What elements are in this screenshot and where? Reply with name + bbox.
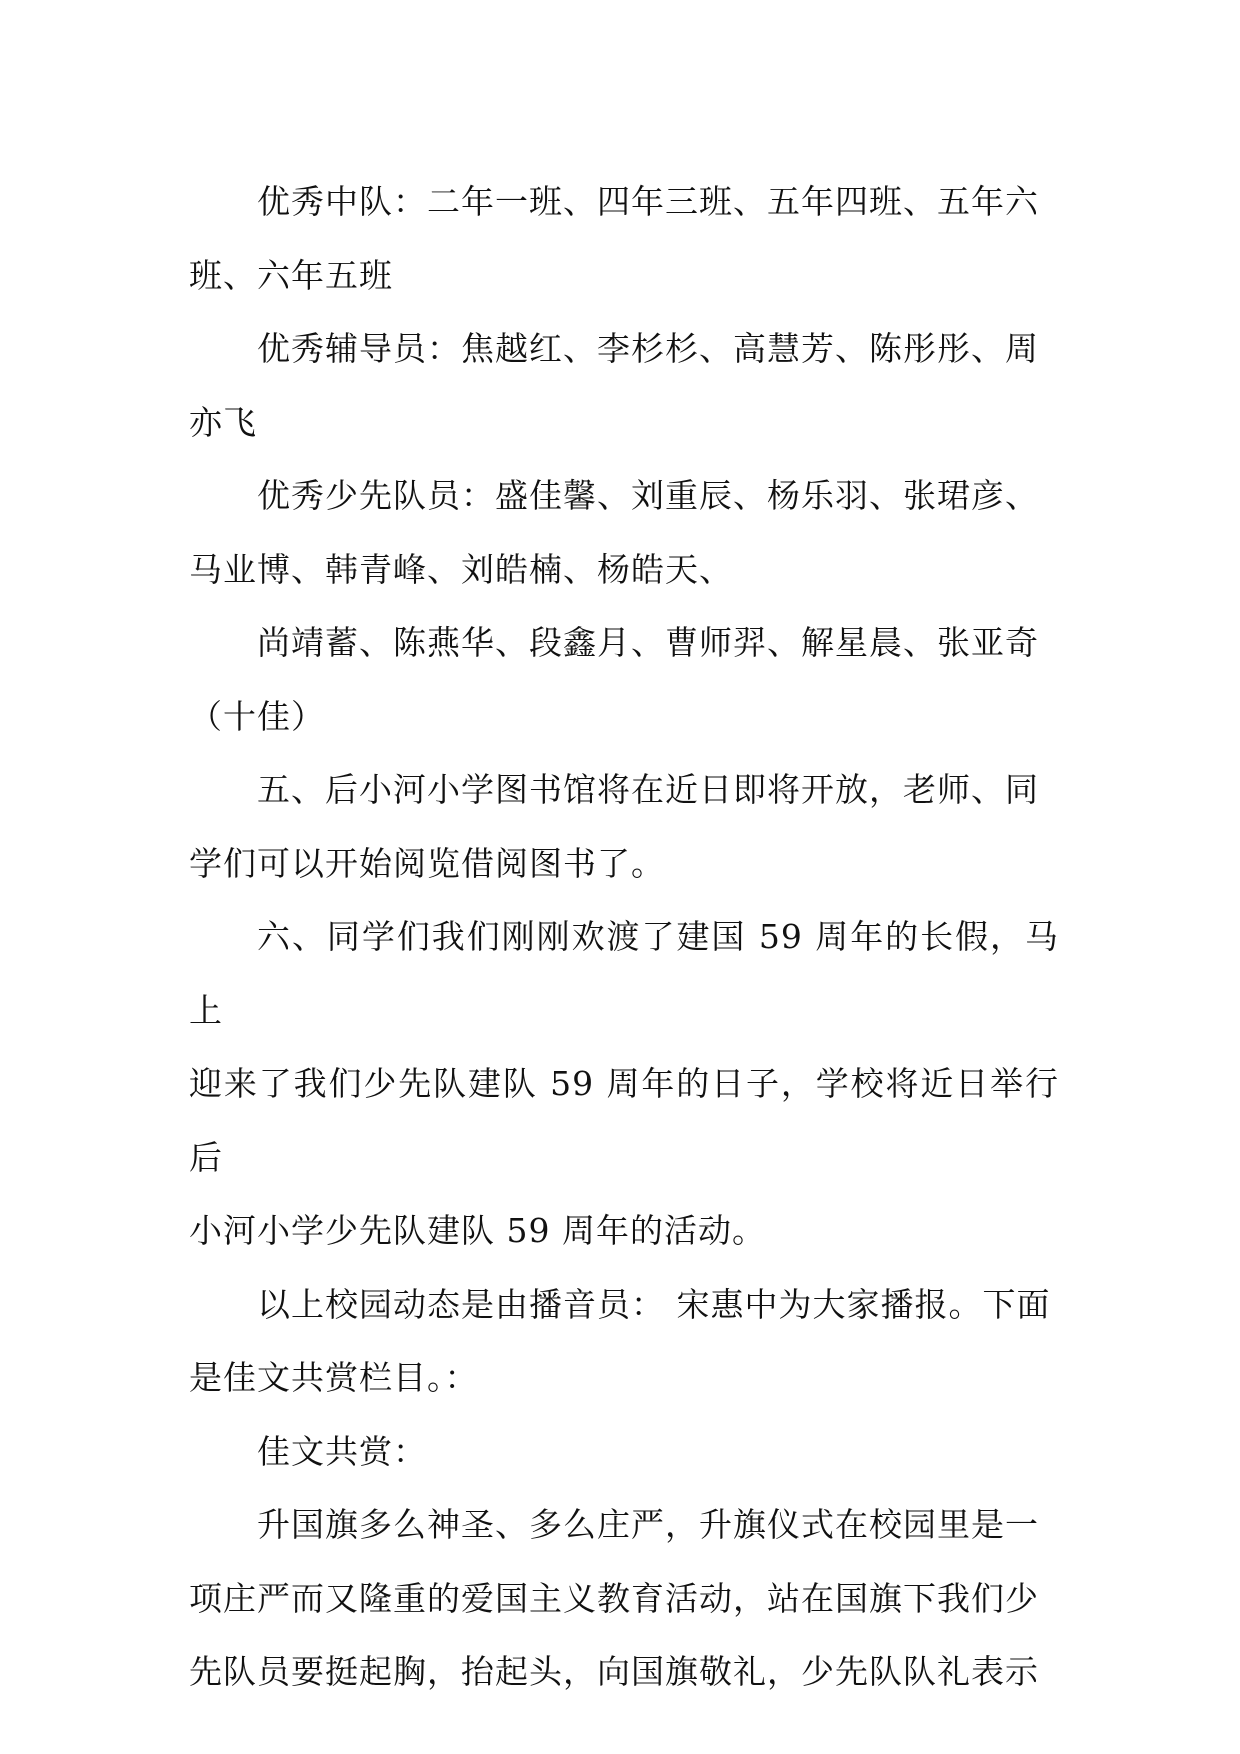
text-line: 班、六年五班 — [189, 255, 393, 295]
text-line: 升国旗多么神圣、多么庄严，升旗仪式在校园里是一 — [257, 1505, 1039, 1544]
text-line: 尚靖蓄、陈燕华、段鑫月、曹师羿、解星晨、张亚奇 — [257, 623, 1039, 662]
text-line: 六、同学们我们刚刚欢渡了建国 59 周年的长假，马上 — [189, 917, 1059, 1030]
paragraph-flag-raising — [189, 1488, 1059, 1709]
text-line: 迎来了我们少先队建队 59 周年的日子，学校将近日举行后 — [189, 1064, 1059, 1177]
text-line: 学们可以开始阅览借阅图书了。 — [189, 843, 665, 883]
text-line: 优秀中队：二年一班、四年三班、五年四班、五年六 — [257, 182, 1039, 221]
paragraph-excellent-pioneers — [189, 459, 1059, 606]
text-line: 是佳文共赏栏目。： — [189, 1358, 479, 1397]
paragraph-excellent-counselors — [189, 312, 1059, 459]
text-line: 以上校园动态是由播音员： 宋惠中为大家播报。下面 — [257, 1284, 1051, 1324]
document-body — [189, 165, 1059, 1709]
text-line: 先队员要挺起胸，抬起头，向国旗敬礼，少先队队礼表示 — [189, 1652, 1039, 1691]
text-line: 项庄严而又隆重的爱国主义教育活动，站在国旗下我们少 — [189, 1578, 1039, 1618]
text-line: （十佳） — [189, 696, 325, 736]
section-heading-essay-appreciation — [189, 1415, 1059, 1489]
text-line: 亦飞 — [189, 402, 257, 442]
text-line: 优秀少先队员：盛佳馨、刘重辰、杨乐羽、张珺彦、 — [257, 476, 1039, 515]
text-line: 五、后小河小学图书馆将在近日即将开放，老师、同 — [257, 770, 1039, 809]
paragraph-broadcaster — [189, 1268, 1059, 1415]
paragraph-library-opening — [189, 753, 1059, 900]
paragraph-top-ten-pioneers — [189, 606, 1059, 753]
text-line: 优秀辅导员：焦越红、李杉杉、高慧芳、陈彤彤、周 — [257, 329, 1039, 368]
text-line: 小河小学少先队建队 59 周年的活动。 — [189, 1211, 766, 1250]
text-line: 佳文共赏： — [257, 1431, 427, 1471]
text-line: 马业博、韩青峰、刘皓楠、杨皓天、 — [189, 549, 733, 589]
paragraph-excellent-squads — [189, 165, 1059, 312]
paragraph-anniversary — [189, 900, 1059, 1268]
